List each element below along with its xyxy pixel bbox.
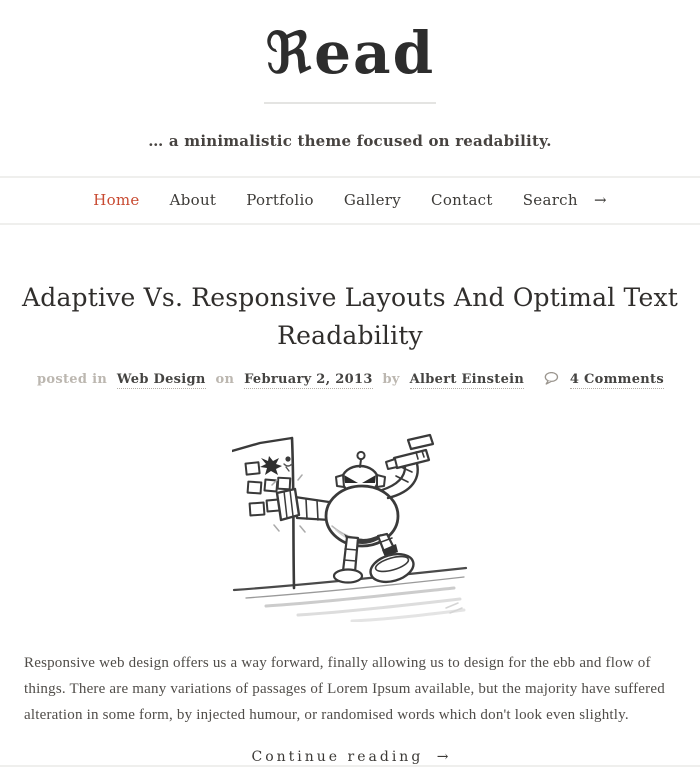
author-link[interactable]: Albert Einstein [409,372,525,387]
site-logo[interactable]: ℜead [264,19,436,87]
nav-item-home[interactable]: Home [93,191,140,209]
logo-divider [264,102,436,104]
nav-item-about[interactable]: About [169,191,217,209]
post-title[interactable]: Adaptive Vs. Responsive Layouts And Optimal Text Readability [21,283,679,350]
arrow-right-icon: → [436,749,449,765]
main-nav [0,176,700,225]
date-link[interactable]: February 2, 2013 [244,372,373,387]
comment-bubble-icon [544,372,559,385]
nav-item-search[interactable] [508,191,622,210]
nav-item-search-label: Search [522,191,578,209]
site-tagline: … a minimalistic theme focused on readability. [148,132,552,150]
nav-item-contact[interactable]: Contact [431,191,493,209]
post-card [0,279,700,766]
robot-sketch [232,430,468,622]
post-meta [0,371,700,388]
nav-item-gallery[interactable]: Gallery [343,191,402,209]
nav-list [0,178,700,223]
post-featured-image[interactable] [232,430,468,622]
meta-posted-in-label: posted in [37,372,108,387]
meta-on-label: on [215,372,235,387]
site-header [0,0,700,150]
continue-reading-link[interactable] [252,748,449,766]
meta-by-label: by [382,372,400,387]
comments-link[interactable]: 4 Comments [569,372,664,387]
main-content [0,279,700,766]
post-excerpt: Responsive web design offers us a way forward, finally allowing us to design for the ebb and flow of things. There are many variations of passages of Lorem Ipsum available, but the majority have suffered alteration in some form, by injected humour, or randomised words which don't look even slightly. [24,655,665,723]
arrow-right-icon: → [593,191,607,209]
nav-item-portfolio[interactable]: Portfolio [246,191,314,209]
continue-reading-label: Continue reading [251,749,424,765]
category-link[interactable]: Web Design [116,372,206,387]
